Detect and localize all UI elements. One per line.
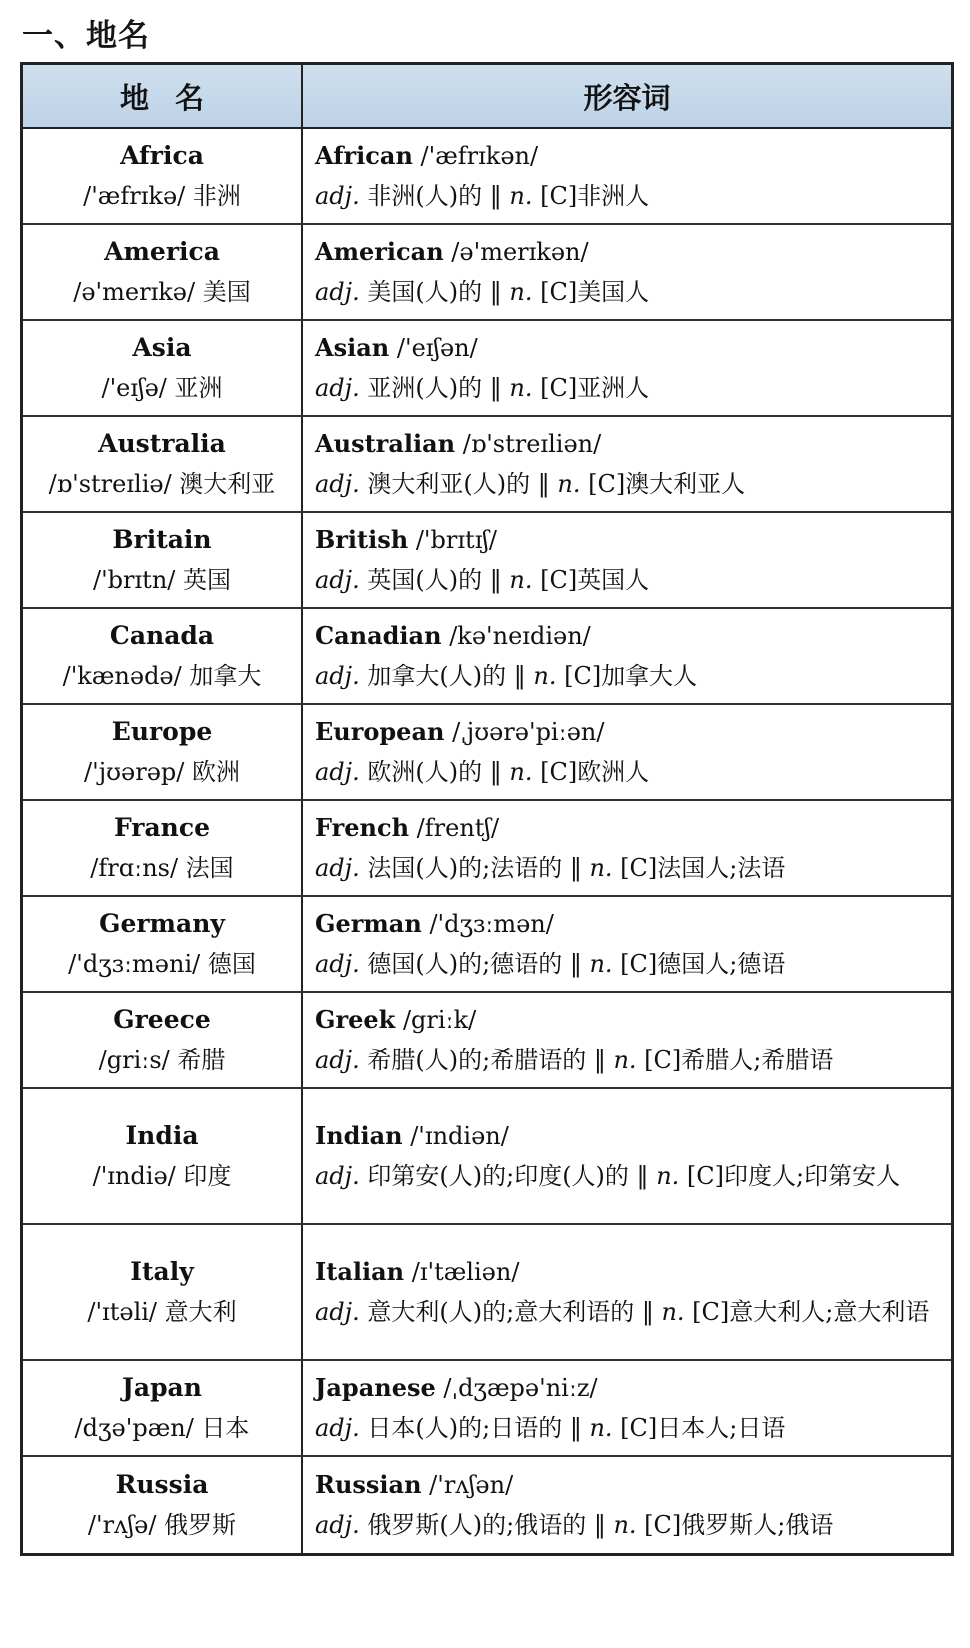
definition-noun: [C]英国人 — [532, 566, 650, 594]
adjective-word: Australian — [315, 429, 456, 458]
place-cell — [23, 225, 303, 319]
definition-noun: [C]德国人;德语 — [612, 950, 786, 978]
header-place: 地名 — [23, 65, 303, 127]
adjective-cell — [303, 1361, 951, 1455]
table-row — [23, 1225, 951, 1361]
adjective-pronunciation: /'æfrɪkən/ — [412, 142, 539, 170]
adjective-line — [315, 424, 937, 464]
pos-adj: adj. — [315, 854, 360, 882]
definition — [315, 1156, 937, 1196]
definition — [315, 272, 937, 312]
adjective-line — [315, 616, 937, 656]
pos-adj: adj. — [315, 374, 360, 402]
place-name: France — [114, 813, 210, 842]
adjective-word: European — [315, 717, 445, 746]
definition — [315, 1505, 937, 1545]
adjective-cell — [303, 1457, 951, 1553]
definition-adj: 法国(人)的;法语的 ‖ — [359, 854, 590, 882]
place-name: Russia — [115, 1470, 209, 1499]
definition — [315, 368, 937, 408]
adjective-line — [315, 1252, 937, 1292]
place-cell — [23, 321, 303, 415]
definition-noun: [C]欧洲人 — [532, 758, 650, 786]
definition-noun: [C]美国人 — [532, 278, 650, 306]
adjective-cell — [303, 705, 951, 799]
adjective-word: German — [315, 909, 422, 938]
pos-adj: adj. — [315, 566, 360, 594]
table-row — [23, 417, 951, 513]
adjective-pronunciation: /ˌjʊərə'piːən/ — [444, 718, 605, 746]
table-row — [23, 993, 951, 1089]
definition-adj: 非洲(人)的 ‖ — [359, 182, 510, 210]
pos-noun: n. — [589, 1414, 613, 1442]
adjective-pronunciation: /'eɪʃən/ — [389, 334, 478, 362]
place-name: Europe — [111, 717, 213, 746]
definition-noun: [C]印度人;印第安人 — [679, 1162, 901, 1190]
place-cell — [23, 1457, 303, 1553]
adjective-cell — [303, 225, 951, 319]
definition-adj: 印第安(人)的;印度(人)的 ‖ — [359, 1162, 657, 1190]
place-name: Canada — [109, 621, 215, 650]
definition-noun: [C]加拿大人 — [556, 662, 698, 690]
pos-noun: n. — [509, 182, 533, 210]
adjective-pronunciation: /ɪ'tæliən/ — [404, 1258, 520, 1286]
place-pronunciation: /frɑːns/ 法国 — [90, 854, 234, 882]
place-pronunciation: /griːs/ 希腊 — [98, 1046, 226, 1074]
place-cell — [23, 609, 303, 703]
pos-noun: n. — [509, 566, 533, 594]
pos-noun: n. — [656, 1162, 680, 1190]
table-row — [23, 1457, 951, 1553]
place-names-table — [20, 62, 954, 1556]
pos-adj: adj. — [315, 470, 360, 498]
adjective-word: Italian — [315, 1257, 405, 1286]
pos-noun: n. — [589, 950, 613, 978]
pos-noun: n. — [557, 470, 581, 498]
table-row — [23, 897, 951, 993]
place-cell — [23, 1089, 303, 1223]
definition-adj: 澳大利亚(人)的 ‖ — [359, 470, 558, 498]
table-row — [23, 801, 951, 897]
adjective-line — [315, 520, 937, 560]
place-name: Germany — [99, 909, 225, 938]
pos-noun: n. — [509, 758, 533, 786]
place-pronunciation: /'jʊərəp/ 欧洲 — [84, 758, 240, 786]
pos-noun: n. — [589, 854, 613, 882]
header-adjective: 形容词 — [583, 80, 671, 115]
adjective-cell — [303, 609, 951, 703]
adjective-line — [315, 136, 937, 176]
place-cell — [23, 705, 303, 799]
definition — [315, 656, 937, 696]
adjective-pronunciation: /'brɪtɪʃ/ — [408, 526, 497, 554]
definition-adj: 希腊(人)的;希腊语的 ‖ — [359, 1046, 614, 1074]
adjective-cell — [303, 1089, 951, 1223]
pos-adj: adj. — [315, 1511, 360, 1539]
definition-adj: 欧洲(人)的 ‖ — [359, 758, 510, 786]
adjective-pronunciation: /frentʃ/ — [409, 814, 500, 842]
place-cell — [23, 993, 303, 1087]
pos-adj: adj. — [315, 1414, 360, 1442]
adjective-word: Japanese — [315, 1373, 436, 1402]
adjective-word: American — [315, 237, 444, 266]
adjective-line — [315, 1000, 937, 1040]
table-row — [23, 513, 951, 609]
place-pronunciation: /'ɪtəli/ 意大利 — [87, 1298, 237, 1326]
adjective-pronunciation: /ɒ'streɪliən/ — [455, 430, 602, 458]
place-name: Italy — [130, 1257, 194, 1286]
place-name: Asia — [132, 333, 192, 362]
table-row — [23, 321, 951, 417]
table-body — [23, 129, 951, 1553]
definition — [315, 752, 937, 792]
place-cell — [23, 1225, 303, 1359]
place-name: Greece — [113, 1005, 211, 1034]
adjective-word: Russian — [315, 1470, 422, 1499]
pos-adj: adj. — [315, 1046, 360, 1074]
adjective-pronunciation: /ˌdʒæpə'niːz/ — [435, 1374, 598, 1402]
definition-noun: [C]澳大利亚人 — [580, 470, 746, 498]
pos-noun: n. — [533, 662, 557, 690]
adjective-word: Indian — [315, 1121, 403, 1150]
definition-adj: 日本(人)的;日语的 ‖ — [359, 1414, 590, 1442]
place-cell — [23, 513, 303, 607]
adjective-pronunciation: /'rʌʃən/ — [421, 1471, 514, 1499]
adjective-word: Canadian — [315, 621, 442, 650]
place-pronunciation: /'æfrɪkə/ 非洲 — [83, 182, 241, 210]
adjective-cell — [303, 993, 951, 1087]
adjective-cell — [303, 1225, 951, 1359]
adjective-word: French — [315, 813, 410, 842]
definition-noun: [C]希腊人;希腊语 — [636, 1046, 834, 1074]
definition-adj: 加拿大(人)的 ‖ — [359, 662, 534, 690]
adjective-line — [315, 904, 937, 944]
place-cell — [23, 801, 303, 895]
adjective-line — [315, 808, 937, 848]
place-pronunciation: /dʒə'pæn/ 日本 — [74, 1414, 250, 1442]
adjective-pronunciation: /'dʒɜːmən/ — [421, 910, 554, 938]
table-row — [23, 1361, 951, 1457]
place-pronunciation: /'brɪtn/ 英国 — [92, 566, 231, 594]
pos-adj: adj. — [315, 1298, 360, 1326]
table-header — [23, 65, 951, 129]
definition — [315, 464, 937, 504]
adjective-line — [315, 232, 937, 272]
definition-adj: 美国(人)的 ‖ — [359, 278, 510, 306]
adjective-line — [315, 1465, 937, 1505]
adjective-cell — [303, 129, 951, 223]
adjective-line — [315, 328, 937, 368]
pos-noun: n. — [661, 1298, 685, 1326]
pos-noun: n. — [613, 1046, 637, 1074]
adjective-cell — [303, 321, 951, 415]
definition — [315, 944, 937, 984]
definition-adj: 意大利(人)的;意大利语的 ‖ — [359, 1298, 662, 1326]
adjective-line — [315, 712, 937, 752]
place-cell — [23, 129, 303, 223]
place-name: Australia — [98, 429, 226, 458]
table-row — [23, 1089, 951, 1225]
adjective-cell — [303, 513, 951, 607]
adjective-word: Asian — [315, 333, 390, 362]
place-pronunciation: /'ɪndiə/ 印度 — [92, 1162, 232, 1190]
definition-noun: [C]亚洲人 — [532, 374, 650, 402]
place-pronunciation: /ɒ'streɪliə/ 澳大利亚 — [48, 470, 276, 498]
pos-noun: n. — [509, 278, 533, 306]
definition-adj: 英国(人)的 ‖ — [359, 566, 510, 594]
definition-noun: [C]法国人;法语 — [612, 854, 786, 882]
place-pronunciation: /'eɪʃə/ 亚洲 — [101, 374, 223, 402]
table-row — [23, 225, 951, 321]
place-pronunciation: /ə'merɪkə/ 美国 — [73, 278, 251, 306]
definition — [315, 560, 937, 600]
adjective-line — [315, 1116, 937, 1156]
place-name: Japan — [122, 1373, 202, 1402]
adjective-pronunciation: /'ɪndiən/ — [402, 1122, 509, 1150]
pos-adj: adj. — [315, 950, 360, 978]
place-cell — [23, 1361, 303, 1455]
definition-noun: [C]意大利人;意大利语 — [684, 1298, 930, 1326]
definition-noun: [C]非洲人 — [532, 182, 650, 210]
pos-noun: n. — [509, 374, 533, 402]
adjective-cell — [303, 801, 951, 895]
adjective-pronunciation: /ə'merɪkən/ — [443, 238, 589, 266]
place-name: Africa — [120, 141, 204, 170]
table-row — [23, 129, 951, 225]
adjective-word: British — [315, 525, 409, 554]
pos-adj: adj. — [315, 182, 360, 210]
table-row — [23, 609, 951, 705]
adjective-line — [315, 1368, 937, 1408]
definition-noun: [C]俄罗斯人;俄语 — [636, 1511, 834, 1539]
definition — [315, 848, 937, 888]
definition — [315, 1408, 937, 1448]
definition — [315, 176, 937, 216]
definition-adj: 亚洲(人)的 ‖ — [359, 374, 510, 402]
definition-noun: [C]日本人;日语 — [612, 1414, 786, 1442]
pos-adj: adj. — [315, 758, 360, 786]
definition-adj: 德国(人)的;德语的 ‖ — [359, 950, 590, 978]
pos-adj: adj. — [315, 278, 360, 306]
adjective-cell — [303, 417, 951, 511]
pos-noun: n. — [613, 1511, 637, 1539]
place-pronunciation: /'dʒɜːməni/ 德国 — [68, 950, 256, 978]
place-name: America — [104, 237, 220, 266]
adjective-pronunciation: /kə'neɪdiən/ — [441, 622, 591, 650]
place-name: Britain — [112, 525, 212, 554]
place-cell — [23, 417, 303, 511]
place-name: India — [125, 1121, 199, 1150]
section-title: 一、地名 — [22, 18, 150, 54]
definition — [315, 1040, 937, 1080]
adjective-word: African — [315, 141, 413, 170]
adjective-cell — [303, 897, 951, 991]
definition-adj: 俄罗斯(人)的;俄语的 ‖ — [359, 1511, 614, 1539]
pos-adj: adj. — [315, 662, 360, 690]
definition — [315, 1292, 937, 1332]
pos-adj: adj. — [315, 1162, 360, 1190]
place-pronunciation: /'kænədə/ 加拿大 — [62, 662, 262, 690]
table-row — [23, 705, 951, 801]
place-pronunciation: /'rʌʃə/ 俄罗斯 — [87, 1511, 237, 1539]
place-cell — [23, 897, 303, 991]
adjective-pronunciation: /griːk/ — [395, 1006, 477, 1034]
adjective-word: Greek — [315, 1005, 396, 1034]
